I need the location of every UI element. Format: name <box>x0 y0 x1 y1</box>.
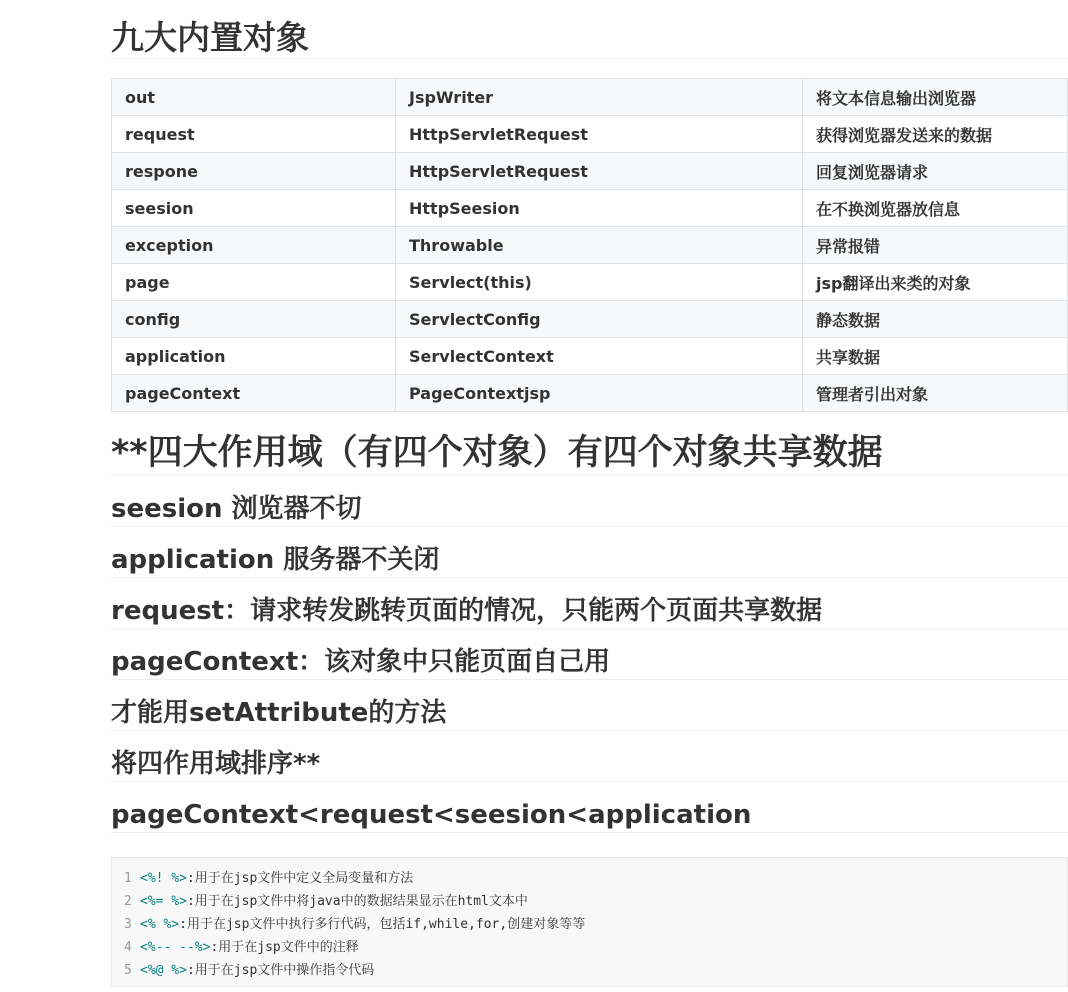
object-name-cell: page <box>112 264 396 301</box>
line-number: 2 <box>124 894 132 909</box>
page-title: 九大内置对象 <box>111 0 1068 59</box>
jsp-tag: <% %> <box>140 917 180 932</box>
jsp-tag: <%-- --%> <box>140 940 211 955</box>
object-desc-cell: jsp翻译出来类的对象 <box>803 264 1068 301</box>
object-type-cell: ServlectConfig <box>396 301 803 338</box>
scope-line-sort: 将四作用域排序** <box>111 731 1068 782</box>
code-text: :用于在jsp文件中操作指令代码 <box>186 963 375 978</box>
scope-line-pagecontext: pageContext：该对象中只能页面自己用 <box>111 629 1068 680</box>
table-row <box>112 79 1068 116</box>
table-row <box>112 338 1068 375</box>
table-row <box>112 190 1068 227</box>
object-name-cell: respone <box>112 153 396 190</box>
object-type-cell: PageContextjsp <box>396 375 803 412</box>
object-desc-cell: 静态数据 <box>803 301 1068 338</box>
code-text: :用于在jsp文件中执行多行代码，包括if,while,for,创建对象等等 <box>179 917 586 932</box>
object-name-cell: seesion <box>112 190 396 227</box>
builtin-objects-table <box>111 78 1068 412</box>
object-type-cell: HttpServletRequest <box>396 116 803 153</box>
code-block[interactable] <box>111 857 1068 987</box>
object-desc-cell: 管理者引出对象 <box>803 375 1068 412</box>
object-type-cell: ServlectContext <box>396 338 803 375</box>
object-type-cell: Servlect(this) <box>396 264 803 301</box>
line-number: 3 <box>124 917 132 932</box>
line-number: 1 <box>124 871 132 886</box>
table-row <box>112 153 1068 190</box>
object-name-cell: request <box>112 116 396 153</box>
object-type-cell: HttpServletRequest <box>396 153 803 190</box>
code-text: :用于在jsp文件中的注释 <box>210 940 359 955</box>
scopes-heading: **四大作用域（有四个对象）有四个对象共享数据 <box>111 412 1068 476</box>
code-text: :用于在jsp文件中定义全局变量和方法 <box>186 871 414 886</box>
code-line <box>112 959 1067 982</box>
object-name-cell: pageContext <box>112 375 396 412</box>
scope-line-request: request：请求转发跳转页面的情况，只能两个页面共享数据 <box>111 578 1068 629</box>
object-name-cell: exception <box>112 227 396 264</box>
line-number: 4 <box>124 940 132 955</box>
table-row <box>112 116 1068 153</box>
object-type-cell: Throwable <box>396 227 803 264</box>
object-desc-cell: 回复浏览器请求 <box>803 153 1068 190</box>
table-row <box>112 301 1068 338</box>
jsp-tag: <%! %> <box>140 871 187 886</box>
table-row <box>112 264 1068 301</box>
object-type-cell: JspWriter <box>396 79 803 116</box>
scope-line-seesion: seesion 浏览器不切 <box>111 476 1068 527</box>
scope-line-setattribute: 才能用setAttribute的方法 <box>111 680 1068 731</box>
object-name-cell: application <box>112 338 396 375</box>
jsp-tag: <%= %> <box>140 894 187 909</box>
object-desc-cell: 异常报错 <box>803 227 1068 264</box>
document-content <box>111 0 1068 833</box>
object-desc-cell: 将文本信息输出浏览器 <box>803 79 1068 116</box>
jsp-tag: <%@ %> <box>140 963 187 978</box>
code-line <box>112 867 1067 890</box>
code-text: :用于在jsp文件中将java中的数据结果显示在html文本中 <box>186 894 528 909</box>
object-type-cell: HttpSeesion <box>396 190 803 227</box>
code-line <box>112 913 1067 936</box>
object-desc-cell: 共享数据 <box>803 338 1068 375</box>
object-name-cell: out <box>112 79 396 116</box>
object-desc-cell: 获得浏览器发送来的数据 <box>803 116 1068 153</box>
object-desc-cell: 在不换浏览器放信息 <box>803 190 1068 227</box>
code-line <box>112 936 1067 959</box>
scope-line-application: application 服务器不关闭 <box>111 527 1068 578</box>
table-row <box>112 375 1068 412</box>
table-row <box>112 227 1068 264</box>
code-line <box>112 890 1067 913</box>
scope-order: pageContext<request<seesion<application <box>111 782 1068 833</box>
object-name-cell: config <box>112 301 396 338</box>
line-number: 5 <box>124 963 132 978</box>
